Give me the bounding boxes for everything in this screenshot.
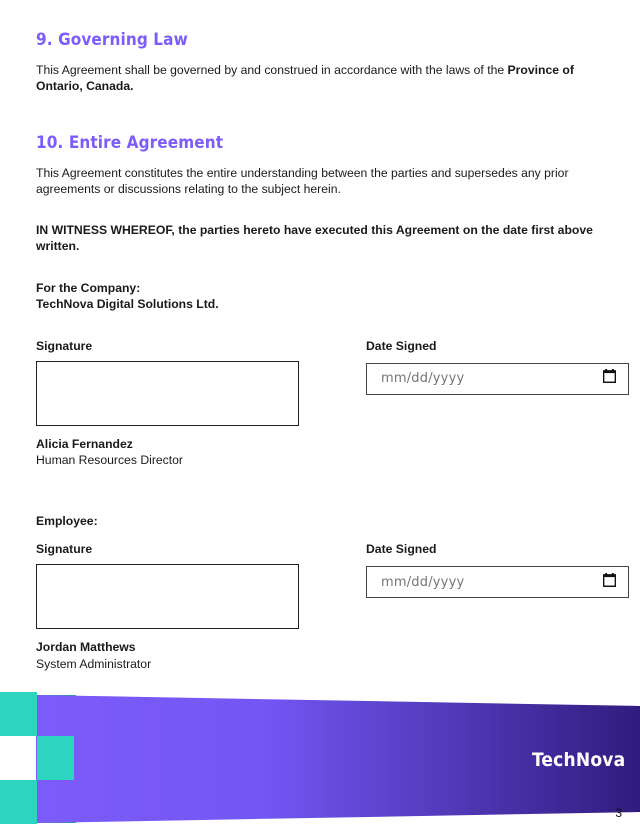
governing-law-paragraph [36,62,601,95]
employee-signer-name: Jordan Matthews [36,640,136,655]
company-date-input[interactable] [366,363,629,395]
employee-signature-canvas[interactable] [36,564,299,629]
section-heading-governing-law: 9. Governing Law [36,30,188,50]
accent-square-2 [37,736,74,780]
employee-signature-row [36,542,604,672]
governing-law-text: This Agreement shall be governed by and construed in accordance with the laws of the [36,63,508,77]
employee-date-input[interactable] [366,566,629,598]
company-block [36,281,604,313]
page-number: 3 [615,806,622,820]
company-signer-name: Alicia Fernandez [36,436,133,451]
entire-agreement-paragraph: This Agreement constitutes the entire understanding between the parties and supersedes any prior agreements or discussions relating to the subject herein. [36,165,569,197]
employee-signature-column [36,542,336,672]
company-label: For the Company: [36,280,141,295]
calendar-icon[interactable] [603,573,616,592]
employee-label: Employee: [36,514,98,529]
calendar-icon[interactable] [603,369,616,388]
witness-clause: IN WITNESS WHEREOF, the parties hereto have executed this Agreement on the date first above written. [36,222,593,254]
company-date-placeholder: mm/dd/yyyy [381,371,465,387]
company-signer-info [36,436,336,469]
company-signer-title: Human Resources Director [36,453,183,467]
governing-law-jurisdiction: Province of Ontario, Canada. [36,63,574,94]
employee-signer-title: System Administrator [36,656,152,671]
accent-square-1 [0,692,37,736]
company-signature-row [36,339,604,469]
company-name: TechNova Digital Solutions Ltd. [36,296,219,311]
employee-date-placeholder: mm/dd/yyyy [381,574,465,590]
page-footer [0,690,640,828]
employee-signature-label: Signature [36,542,93,557]
company-date-column [366,339,631,395]
accent-square-3 [0,780,37,824]
company-date-label: Date Signed [366,338,437,353]
employee-date-label: Date Signed [366,542,437,557]
company-signature-label: Signature [36,338,93,353]
brand-wordmark: TechNova [532,749,626,771]
employee-date-column [366,542,631,598]
company-signature-canvas[interactable] [36,361,299,426]
section-heading-entire-agreement: 10. Entire Agreement [36,132,224,153]
employee-signer-info [36,639,336,672]
company-signature-column [36,339,336,469]
